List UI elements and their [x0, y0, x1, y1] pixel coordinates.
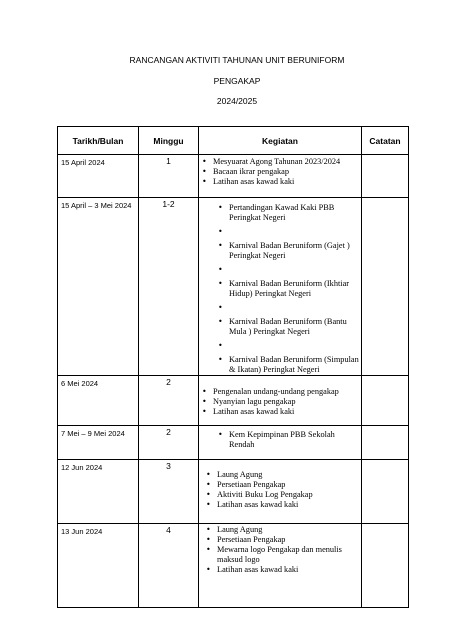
- activity-item: • Mewarna logo Pengakap dan menulis maksud logo: [199, 545, 361, 565]
- row-notes: [362, 155, 409, 198]
- row-notes: [362, 198, 409, 376]
- table-row: [58, 198, 409, 376]
- activity-item-blank: [199, 227, 361, 237]
- row-date: 12 Jun 2024: [58, 460, 139, 524]
- document-title: RANCANGAN AKTIVITI TAHUNAN UNIT BERUNIFORM: [129, 55, 345, 65]
- row-week: 3: [139, 460, 199, 524]
- row-date: 15 April 2024: [58, 155, 139, 198]
- row-week: 2: [139, 426, 199, 460]
- table-header-row: [58, 127, 409, 155]
- activity-item: • Aktiviti Buku Log Pengakap: [199, 490, 361, 500]
- row-notes: [362, 376, 409, 426]
- header-date: Tarikh/Bulan: [58, 127, 139, 155]
- activity-item: • Kem Kepimpinan PBB Sekolah Rendah: [199, 430, 361, 450]
- row-week: 2: [139, 376, 199, 426]
- row-activities: [199, 426, 362, 460]
- activity-item: • Karnival Badan Beruniform (Bantu Mula ) Peringkat Negeri: [199, 317, 361, 337]
- activity-item: • Karnival Badan Beruniform (Ikhtiar Hidup) Peringkat Negeri: [199, 279, 361, 299]
- activity-item: • Latihan asas kawad kaki: [199, 500, 361, 510]
- activity-item: • Persetiaan Pengakap: [199, 480, 361, 490]
- activity-item: • Mesyuarat Agong Tahunan 2023/2024: [199, 157, 361, 167]
- activity-item: • Pengenalan undang-undang pengakap: [199, 387, 361, 397]
- activity-plan-table: [57, 126, 409, 608]
- row-activities: [199, 155, 362, 198]
- activity-item: • Latihan asas kawad kaki: [199, 565, 361, 575]
- table-row: [58, 426, 409, 460]
- row-week: 1-2: [139, 198, 199, 376]
- activity-item: • Karnival Badan Beruniform (Simpulan & Ikatan) Peringkat Negeri: [199, 355, 361, 375]
- table-row: [58, 376, 409, 426]
- activity-item: • Karnival Badan Beruniform (Gajet ) Peringkat Negeri: [199, 241, 361, 261]
- row-activities: [199, 524, 362, 608]
- row-activities: [199, 198, 362, 376]
- row-activities: [199, 376, 362, 426]
- activity-item: • Laung Agung: [199, 525, 361, 535]
- activity-item: • Persetiaan Pengakap: [199, 535, 361, 545]
- document-year: 2024/2025: [216, 96, 258, 106]
- activity-item: • Latihan asas kawad kaki: [199, 407, 361, 417]
- activity-item: • Pertandingan Kawad Kaki PBB Peringkat Negeri: [199, 203, 361, 223]
- activity-item: • Nyanyian lagu pengakap: [199, 397, 361, 407]
- row-date: 7 Mei – 9 Mei 2024: [58, 426, 139, 460]
- row-date: 6 Mei 2024: [58, 376, 139, 426]
- table-row: [58, 460, 409, 524]
- row-week: 4: [139, 524, 199, 608]
- header-week: Minggu: [139, 127, 199, 155]
- table-row: [58, 524, 409, 608]
- table-row: [58, 155, 409, 198]
- row-notes: [362, 426, 409, 460]
- header-notes: Catatan: [362, 127, 409, 155]
- activity-item: • Latihan asas kawad kaki: [199, 177, 361, 187]
- activity-item-blank: [199, 303, 361, 313]
- document-unit: PENGAKAP: [213, 76, 261, 86]
- activity-item: • Bacaan ikrar pengakap: [199, 167, 361, 177]
- activity-item-blank: [199, 265, 361, 275]
- activity-item: • Laung Agung: [199, 470, 361, 480]
- row-week: 1: [139, 155, 199, 198]
- row-notes: [362, 460, 409, 524]
- row-activities: [199, 460, 362, 524]
- activity-item-blank: [199, 341, 361, 351]
- row-notes: [362, 524, 409, 608]
- row-date: 15 April – 3 Mei 2024: [58, 198, 139, 376]
- row-date: 13 Jun 2024: [58, 524, 139, 608]
- header-activity: Kegiatan: [199, 127, 362, 155]
